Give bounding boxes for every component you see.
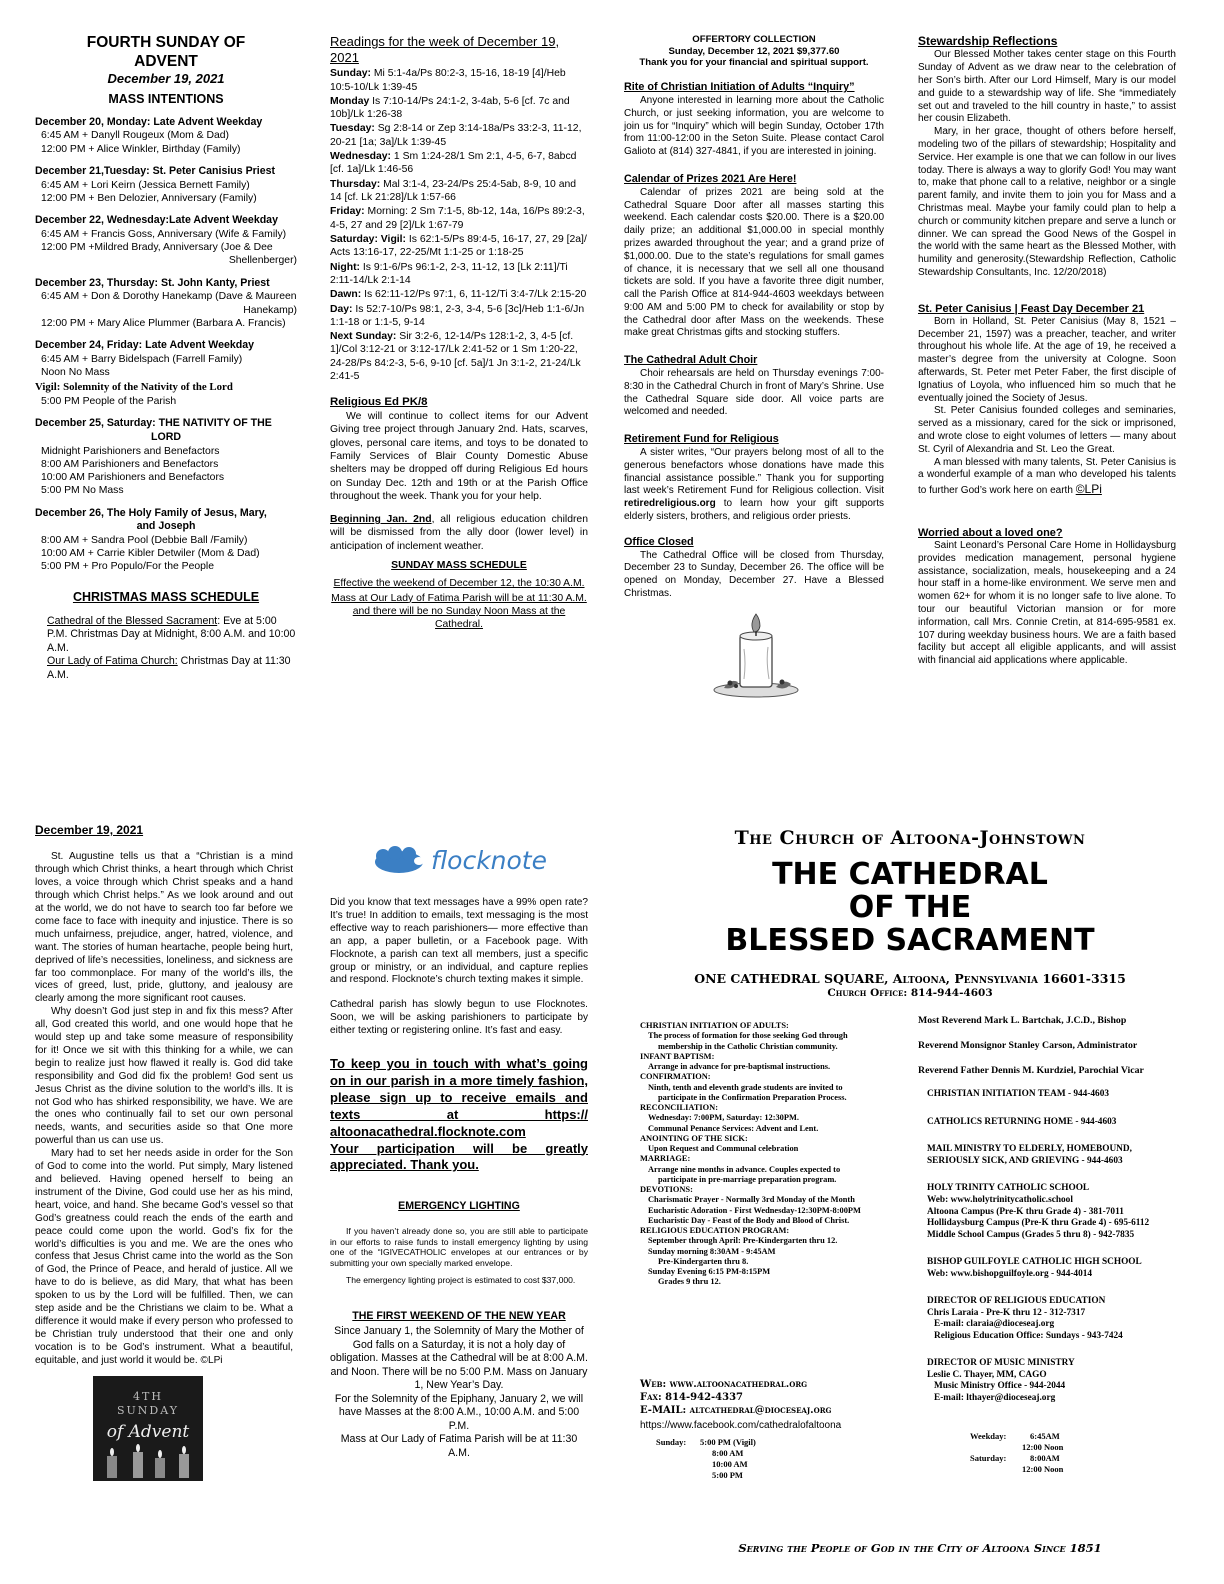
- flocknote-signup: To keep you in touch with what’s going on in our parish in a more timely fashion, please sign up to receive emails and texts at https:// altoonacathedral.flocknote.com: [330, 1056, 588, 1139]
- canisius-heading: St. Peter Canisius | Feast Day December 21: [918, 302, 1145, 315]
- reading-entry: [330, 150, 588, 177]
- reading-day: Saturday: Vigil:: [330, 233, 407, 245]
- clergy-line: CATHOLICS RETURNING HOME - 944-4603: [927, 1116, 1117, 1127]
- reading-day: Wednesday:: [330, 151, 392, 163]
- intention-day-heading: December 26, The Holy Family of Jesus, Mary,: [35, 506, 267, 519]
- directory-line: MARRIAGE:: [640, 1154, 691, 1164]
- intention-row: Hanekamp): [243, 304, 297, 316]
- office-closed-heading: Office Closed: [624, 535, 694, 548]
- directory-line: Grades 9 thru 12.: [658, 1277, 721, 1287]
- mass-time: 8:00AM: [1030, 1453, 1060, 1464]
- worried-heading: Worried about a loved one?: [918, 526, 1063, 539]
- directory-line: CONFIRMATION:: [640, 1072, 711, 1082]
- reading-citations: Morning: 2 Sm 7:1-5, 8b-12, 14a, 16/Ps 89:2-3, 4-5, 27 and 29 [2]/Lk 1:67-79: [330, 206, 585, 231]
- cover-masthead: [620, 826, 1200, 1001]
- advent-image: 4TH SUNDAY of Advent: [93, 1376, 203, 1481]
- directory-line: RECONCILIATION:: [640, 1103, 719, 1112]
- intention-row: 5:00 PM + Pro Populo/For the People: [41, 561, 214, 573]
- reading-day: Thursday:: [330, 178, 381, 190]
- intention-row: Midnight Parishioners and Benefactors: [41, 445, 220, 457]
- clergy-line: DIRECTOR OF RELIGIOUS EDUCATION: [927, 1296, 1106, 1307]
- fax: Fax: 814-942-4337: [640, 1391, 744, 1403]
- church-name: The Church of Altoona-Johnstown: [734, 827, 1086, 849]
- intention-day-heading: December 24, Friday: Late Advent Weekday: [35, 339, 255, 352]
- clergy-line: Web: www.bishopguilfoyle.org - 944-4014: [927, 1268, 1093, 1279]
- reading-citations: Is 62:11-12/Ps 97:1, 6, 11-12/Ti 3:4-7/Lk 2:15-20: [361, 289, 587, 301]
- intention-day-heading-cont: LORD: [150, 430, 181, 443]
- intention-row: 6:45 AM + Francis Goss, Anniversary (Wife & Family): [41, 228, 287, 240]
- christmas-schedule: Cathedral of the Blessed Sacrament: Eve at 5:00 P.M. Christmas Day at Midnight, 8:00 A.M. and 10:00 A.M. Our Lady of Fatima Church: Christmas Day at 11:30 A.M.: [47, 614, 296, 681]
- mass-time: 5:00 PM (Vigil): [700, 1437, 756, 1448]
- clergy-line: Reverend Father Dennis M. Kurdziel, Parochial Vicar: [918, 1065, 1144, 1077]
- intention-day-heading: December 20, Monday: Late Advent Weekday: [35, 115, 263, 128]
- reading-day: Friday:: [330, 206, 365, 218]
- clergy-line: Web: www.holytrinitycatholic.school: [927, 1195, 1073, 1205]
- reading-day: Day:: [330, 303, 353, 315]
- directory-line: Sunday morning 8:30AM - 9:45AM: [648, 1246, 776, 1256]
- mass-time: 6:45AM: [1030, 1431, 1060, 1441]
- stewardship-column: [918, 34, 1176, 668]
- intention-row: 6:45 AM + Barry Bidelspach (Farrell Family): [41, 353, 243, 365]
- intention-row: 10:00 AM Parishioners and Benefactors: [41, 472, 225, 484]
- intention-row: 6:45 AM + Lori Keirn (Jessica Bernett Family): [41, 179, 250, 191]
- intention-row: Shellenberger): [228, 255, 297, 267]
- clergy-directory: [918, 1015, 1193, 1404]
- clergy-line: Religious Education Office: Sundays - 943-7424: [934, 1330, 1123, 1341]
- new-year-heading: THE FIRST WEEKEND OF THE NEW YEAR: [352, 1309, 566, 1322]
- reading-citations: Sir 3:2-6, 12-14/Ps 128:1-2, 3, 4-5 [cf. 1]/Col 3:12-21 or 3:12-17/Lk 2:41-52 or 1 Sm 1:20-22, 24-28/Ps 84:2-3, 5-6, 9-10 [cf. 5a]/1 Jn 3:1-2, 21-24/Lk 2:41-5: [330, 331, 581, 383]
- sunday-mass-line2: Mass at Our Lady of Fatima Parish will be at 11:30 A.M. and there will be no Sunday Noon Mass at the Cathedral.: [331, 592, 587, 631]
- mass-time: 5:00 PM: [712, 1470, 743, 1481]
- reading-citations: Is 62:1-5/Ps 89:4-5, 16-17, 27, 29 [2a]/ Acts 13:16-17, 22-25/Mt 1:1-25 or 1:18-25: [330, 233, 587, 259]
- religious-ed-text: We will continue to collect items for our Advent Giving tree project through January 2nd. Hats, scarves, gloves, personal care items, and toys to be donated to Family Services of Blair County Domestic Abuse shelters may be dropped off during Religious Ed hours on Sunday Dec. 12th and 19th or at the Parish Office throughout the week. Thank you for your help.: [330, 410, 588, 502]
- directory-line: participate in the Confirmation Preparation Process.: [658, 1092, 847, 1102]
- clergy-line: MAIL MINISTRY TO ELDERLY, HOMEBOUND,: [927, 1144, 1132, 1155]
- church-office-phone: Church Office: 814-944-4603: [827, 987, 993, 1000]
- emergency-text-2: The emergency lighting project is estimated to cost $37,000.: [346, 1274, 576, 1285]
- reading-citations: 1 Sm 1:24-28/1 Sm 2:1, 4-5, 6-7, 8abcd [cf. 1a]/Lk 1:46-56: [330, 151, 577, 176]
- announcements-column: [624, 34, 884, 701]
- christmas-schedule-heading: CHRISTMAS MASS SCHEDULE: [72, 589, 260, 604]
- directory-line: Eucharistic Adoration - First Wednesday-12:30PM-8:00PM: [648, 1205, 861, 1215]
- clergy-line: Music Ministry Office - 944-2044: [934, 1381, 1066, 1392]
- calendar-heading: Calendar of Prizes 2021 Are Here!: [624, 172, 797, 185]
- reading-entry: [330, 122, 588, 149]
- directory-line: Arrange in advance for pre-baptismal instructions.: [648, 1062, 831, 1071]
- sunday-mass-times: Sunday: 5:00 PM (Vigil) 8:00 AM 10:00 AM 5:00 PM: [656, 1437, 756, 1481]
- reflection-p3: Mary had to set her needs aside in order for the Son of God to come into the world. Put simply, Mary listened and believed. Having opened herself to being an instrument of the Divine, God could use her as his mind, heart, voice, and hand. She became God’s vessel so that God’s greatness could reach the ends of the earth and peace could come upon the world. God’s fix for the world’s difficulties is you and me. We are the ones who confess that Jesus Christ came into the world as the Son of God, the Prince of Peace, and herald of justice. All we have to do is believe, as did Mary, that what has been spoken to us by the Lord will be fulfilled. Then, we can step aside and be the Christians we claim to be. What a difference it would make if every person who professed to be Christian truly understood that their one and only vocation is to be God’s instrument. What a beautiful, equitable, and just world it would be. ©LPi: [35, 1148, 293, 1366]
- reading-day: Sunday:: [330, 68, 371, 80]
- reading-day: Tuesday:: [330, 123, 375, 135]
- reading-citations: Mi 5:1-4a/Ps 80:2-3, 15-16, 18-19 [4]/Heb 10:5-10/Lk 1:39-45: [330, 68, 566, 93]
- directory-line: Wednesday: 7:00PM, Saturday: 12:30PM.: [648, 1113, 799, 1123]
- retirement-heading: Retirement Fund for Religious: [624, 433, 779, 446]
- intention-day-heading: Vigil: Solemnity of the Nativity of the Lord: [35, 381, 233, 394]
- directory-line: CHRISTIAN INITIATION OF ADULTS:: [640, 1021, 789, 1030]
- clergy-line: Hollidaysburg Campus (Pre-K thru Grade 4) - 695-6112: [927, 1218, 1150, 1229]
- directory-line: Eucharistic Day - Feast of the Body and Blood of Christ.: [648, 1215, 850, 1225]
- calendar-text: Calendar of prizes 2021 are being sold at the Cathedral Square Door after all masses starting this weekend. Each calendar costs $20.00. There is a $20.00 daily prize; an additional $1,000.00 in special monthly prizes awarded throughout the year; and a grand prize of $1,000.00. Due to the state’s regulations for small games of chance, it is necessary that we sell all one thousand tickets are sold. If you have a favorite three digit number, call the Parish Office at 814-944-4603 weekdays between 9:00 AM and 5:00 PM to check for availability or stop by the Cathedral door after Mass on the weekends. These make great Christmas gifts and stocking stuffers.: [624, 186, 884, 339]
- reading-entry: [330, 330, 588, 383]
- intention-row: 12:00 PM + Ben Delozier, Anniversary (Family): [41, 192, 257, 204]
- intention-row: 12:00 PM + Mary Alice Plummer (Barbara A. Francis): [41, 317, 286, 329]
- flocknote-p2: Cathedral parish has slowly begun to use Flocknotes. Soon, we will be asking parishioners to participate by either texting or registering online. It’s fast and easy.: [330, 999, 588, 1037]
- new-year-text-2: For the Solemnity of the Epiphany, January 2, we will have Masses at the 8:00 A.M., 10:00 A.M. and 5:00 P.M.: [334, 1392, 584, 1432]
- cathedral-title: THE CATHEDRAL OF THE BLESSED SACRAMENT: [725, 857, 1095, 959]
- facebook-link[interactable]: https://www.facebook.com/cathedralofaltoona: [640, 1420, 842, 1432]
- flocknote-p1: Did you know that text messages have a 99% open rate? It’s true! In addition to emails, text messaging is the most effective way to reach parishioners— more effective than an app, a paper bulletin, or a Facebook page. With Flocknote, a parish can text all members, just a specific group or ministry, or an individual, and capture replies and respond. Flocknote’s church texting makes it simple.: [330, 897, 588, 986]
- clergy-line: CHRISTIAN INITIATION TEAM - 944-4603: [927, 1089, 1110, 1100]
- reflection-p1: St. Augustine tells us that a “Christian is a mind through which Christ thinks, a heart through which Christ loves, a voice through which Christ speaks and a hand through which Christ helps.” As we look around and out at the world, we do not have to search too far before we come face to face with inequity and injustice. There is so much unfairness, prejudice, anger, hatred, violence, and want. The stories of human heartache, people being hurt, deprived of life’s necessities, loneliness, and sickness are far too commonplace. For many of the world’s ills, the vices of greed, lust, pride, gluttony, and jealousy are clearly among the more significant root causes.: [35, 851, 293, 1005]
- directory-line: membership in the Catholic Christian community.: [658, 1041, 838, 1051]
- footer-motto: Serving the People of God in the City of Altoona Since 1851: [738, 1541, 1102, 1555]
- reading-entry: [330, 261, 588, 288]
- clergy-line: HOLY TRINITY CATHOLIC SCHOOL: [927, 1183, 1090, 1194]
- clergy-line: Leslie C. Thayer, MM, CAGO: [927, 1369, 1047, 1380]
- reading-citations: Is 7:10-14/Ps 24:1-2, 3-4ab, 5-6 [cf. 7c and 10b]/Lk 1:26-38: [330, 95, 570, 121]
- emergency-text-1: If you haven’t already done so, you are still able to participate in our efforts to raise funds to install emergency lighting by using one of the “IGIVECATHOLIC envelopes at our entrances or by submitting your own specially marked envelope.: [330, 1225, 588, 1269]
- stewardship-heading: Stewardship Reflections: [918, 34, 1058, 48]
- directory-line: DEVOTIONS:: [640, 1185, 693, 1194]
- reading-citations: Mal 3:1-4, 23-24/Ps 25:4-5ab, 8-9, 10 and 14 [cf. Lk 21:28]/Lk 1:57-66: [330, 178, 577, 203]
- sacraments-directory: [640, 1021, 910, 1288]
- reflection-column: [35, 823, 293, 1481]
- intention-day-heading-cont: and Joseph: [136, 520, 196, 533]
- directory-line: ANOINTING OF THE SICK:: [640, 1133, 748, 1143]
- reading-entry: [330, 67, 588, 94]
- reading-day: Dawn:: [330, 289, 362, 301]
- new-year-text-1: Since January 1, the Solemnity of Mary the Mother of God falls on a Saturday, it is not a holy day of obligation. Masses at the Cathedral will be at 8:00 A.M. and Noon. There will be no 5:00 P.M. Mass on January 1, New Year’s Day.: [330, 1325, 588, 1392]
- choir-heading: The Cathedral Adult Choir: [624, 354, 758, 367]
- clergy-line: Middle School Campus (Grades 5 thru 8) - 942-7835: [927, 1229, 1135, 1240]
- contact-info: [640, 1379, 910, 1481]
- canisius-text-3: A man blessed with many talents, St. Peter Canisius is a wonderful example of a man who developed his talents to further God’s work here on earth ©LPi: [918, 456, 1176, 497]
- website[interactable]: Web: www.altoonacathedral.org: [640, 1379, 808, 1390]
- reading-entry: [330, 303, 588, 330]
- flocknote-logo: flocknote: [330, 843, 588, 879]
- directory-line: Charismatic Prayer - Normally 3rd Monday of the Month: [648, 1195, 855, 1205]
- cathedral-address: ONE CATHEDRAL SQUARE, Altoona, Pennsylvania 16601-3315: [694, 971, 1126, 987]
- rcia-heading: Rite of Christian Initiation of Adults “Inquiry”: [624, 81, 855, 94]
- intention-row: 12:00 PM + Alice Winkler, Birthday (Family): [41, 143, 241, 155]
- stewardship-text-1: Our Blessed Mother takes center stage on this Fourth Sunday of Advent as we draw near to the celebration of her Son’s birth. After our Lord Himself, Mary is our model and guide to a stewardship way of life. She “immediately set out and traveled to the hill country in haste,” to assist her cousin Elizabeth.: [918, 49, 1176, 125]
- directory-line: INFANT BAPTISM:: [640, 1051, 715, 1061]
- reading-entry: [330, 95, 588, 122]
- mass-intentions-column: [35, 34, 297, 683]
- directory-line: Ninth, tenth and eleventh grade students are invited to: [648, 1082, 843, 1092]
- flocknote-column: [330, 843, 588, 1461]
- email[interactable]: E-MAIL: altcathedral@dioceseaj.org: [640, 1404, 832, 1416]
- intention-row: 8:00 AM + Sandra Pool (Debbie Ball /Family): [41, 534, 248, 546]
- emergency-heading: EMERGENCY LIGHTING: [398, 1200, 520, 1213]
- clergy-line: Altoona Campus (Pre-K thru Grade 4) - 381-7011: [927, 1206, 1124, 1217]
- intention-day-heading: December 23, Thursday: St. John Kanty, Priest: [35, 276, 270, 289]
- sunday-mass-heading: SUNDAY MASS SCHEDULE: [391, 560, 527, 572]
- canisius-text-2: St. Peter Canisius founded colleges and seminaries, served as a missionary, cared for the sick or imprisoned, and wrote close to eight volumes of letters — many about St. Cyril of Alexandria and St. Leo the Great.: [918, 405, 1176, 455]
- new-year-text-3: Mass at Our Lady of Fatima Parish will be at 11:30 A.M.: [340, 1433, 578, 1459]
- candles-icon: [93, 1444, 203, 1481]
- intention-row: 5:00 PM No Mass: [41, 485, 124, 497]
- sheep-icon: [371, 846, 427, 876]
- directory-line: Sunday Evening 6:15 PM-8:15PM: [648, 1267, 771, 1276]
- clergy-line: Chris Laraia - Pre-K thru 12 - 312-7317: [927, 1307, 1086, 1318]
- mass-intentions-list: [35, 116, 297, 574]
- readings-list: [330, 67, 588, 383]
- rcia-text: Anyone interested in learning more about the Catholic Church, or just seeking information, you are welcome to join us for “Inquiry” which will begin Sunday, October 17th from 11:00-12:00 in the Seton Suite. Please contact Carol Galioto at (814) 327-4841, if you are interested in joining.: [624, 94, 884, 158]
- clergy-line: BISHOP GUILFOYLE CATHOLIC HIGH SCHOOL: [927, 1257, 1142, 1268]
- intention-row: 6:45 AM + Don & Dorothy Hanekamp (Dave & Maureen: [41, 291, 297, 303]
- reading-day: Monday: [330, 95, 370, 107]
- intention-row: 5:00 PM People of the Parish: [41, 396, 177, 408]
- intention-day-heading: December 21,Tuesday: St. Peter Canisius Priest: [35, 164, 276, 177]
- directory-line: September through April: Pre-Kindergarten thru 12.: [648, 1236, 838, 1246]
- flocknote-thanks: Your participation will be greatly appreciated. Thank you.: [330, 1140, 588, 1173]
- clergy-line: DIRECTOR OF MUSIC MINISTRY: [927, 1358, 1075, 1369]
- clergy-line: Reverend Monsignor Stanley Carson, Administrator: [918, 1040, 1138, 1052]
- directory-line: Communal Penance Services: Advent and Lent.: [648, 1123, 819, 1133]
- directory-line: Pre-Kindergarten thru 8.: [658, 1256, 749, 1266]
- clergy-line: Most Reverend Mark L. Bartchak, J.C.D., Bishop: [918, 1015, 1127, 1026]
- reflection-p2: Why doesn’t God just step in and fix this mess? After all, God created this world, and one would hope that he would step up and take some measure of responsibility for it! Once we sit with this thinking for a while, we can begin to realize just how flawed it really is. God did take responsibility and God did fix the problem! God sent us Jesus Christ as the divine solution to the world’s ills. It is not God who has shirked responsibility, we have. We are the ones who continually fail to set our own personal needs, wants, and securities aside so that One more powerful than us can use us.: [35, 1006, 293, 1147]
- offertory-box: OFFERTORY COLLECTION Sunday, December 12, 2021 $9,377.60 Thank you for your financial and spiritual support.: [639, 34, 869, 69]
- clergy-line: SERIOUSLY SICK, AND GRIEVING - 944-4603: [927, 1155, 1123, 1166]
- office-closed-text: The Cathedral Office will be closed from Thursday, December 23 to Sunday, December 26. The office will be opened on Monday, December 27. Have a Blessed Christmas.: [624, 549, 884, 600]
- reflection-date: December 19, 2021: [35, 823, 144, 837]
- intention-row: 6:45 AM + Danyll Rougeux (Mom & Dad): [41, 130, 229, 142]
- mass-intentions-heading: MASS INTENTIONS: [108, 91, 224, 106]
- clergy-line: E-mail: lthayer@dioceseaj.org: [934, 1392, 1056, 1403]
- reading-citations: Is 9:1-6/Ps 96:1-2, 2-3, 11-12, 13 [Lk 2:11]/Ti 2:11-14/Lk 2:1-14: [330, 261, 568, 286]
- religious-ed-heading: Religious Ed PK/8: [330, 396, 428, 409]
- reading-entry: [330, 233, 588, 260]
- directory-line: The process of formation for those seeking God through: [648, 1031, 848, 1041]
- reading-citations: Sg 2:8-14 or Zep 3:14-18a/Ps 33:2-3, 11-12, 20-21 [1a; 3a]/Lk 1:39-45: [330, 123, 582, 148]
- directory-line: Upon Request and Communal celebration: [648, 1144, 799, 1153]
- retirement-text: A sister writes, “Our prayers belong most of all to the generous benefactors whose donations have made this financial assistance possible.” Thank you for supporting last week’s Retirement Fund for Religious collection. Visit retiredreligious.org to learn how your gift supports elderly sisters, brothers, and religious order priests.: [624, 447, 884, 523]
- mass-time: 12:00 Noon: [1022, 1442, 1064, 1453]
- intention-row: 8:00 AM Parishioners and Benefactors: [41, 458, 219, 470]
- beginning-jan-text: Beginning Jan. 2nd, all religious education children will be dismissed from the ally door (lower level) in anticipation of inclement weather.: [330, 514, 588, 552]
- mass-time: 10:00 AM: [712, 1459, 748, 1470]
- sunday-mass-line1: Effective the weekend of December 12, the 10:30 A.M.: [333, 578, 585, 590]
- reading-citations: Is 52:7-10/Ps 98:1, 2-3, 3-4, 5-6 [3c]/Heb 1:1-6/Jn 1:1-18 or 1:1-5, 9-14: [330, 303, 585, 328]
- intention-row: 10:00 AM + Carrie Kibler Detwiler (Mom & Dad): [41, 548, 260, 560]
- worried-text: Saint Leonard’s Personal Care Home in Hollidaysburg provides medication management, personal hygiene assistance, socialization, meals, housekeeping and a 24 hour staff in a home-like environment. We serve men and women 62+ for whom it is no longer safe to live alone. To tour our beautiful Victorian mansion or for more information, call Mrs. Connie Cretin, at 814-695-9581 ex. 107 during weekday business hours. We are a faith based facility but accept all eligible applicants, and will assist with financial aid applications where applicable.: [918, 540, 1176, 667]
- directory-line: RELIGIOUS EDUCATION PROGRAM:: [640, 1226, 790, 1235]
- intention-day-heading: December 25, Saturday: THE NATIVITY OF THE: [35, 417, 272, 430]
- reading-day: Night:: [330, 261, 361, 273]
- readings-heading: Readings for the week of December 19, 2021: [330, 34, 560, 65]
- stewardship-text-2: Mary, in her grace, thought of others before herself, modeling two of the pillars of stewardship; Hospitality and Service. Her example is one that we can follow in our lives today. There is always a way to glorify God! You may want to, make that phone call to a relative, neighbor or a single parent family, and invite them to join you for Mass and a Christmas meal. Maybe your family could plan to help a church or community kitchen prepare and serve a lunch or dinner. We can spread the Good News of the Gospel in the world with the same heart as the Blessed Mother, with humility and generosity.(Stewardship Reflection, Catholic Stewardship Consultants, Inc. 12/20/2018): [918, 126, 1176, 278]
- mass-time: 8:00 AM: [712, 1448, 744, 1459]
- readings-column: [330, 34, 588, 633]
- reading-day: Next Sunday:: [330, 331, 397, 343]
- candle-illustration: [706, 609, 806, 701]
- page-title: FOURTH SUNDAY OF ADVENT: [86, 34, 246, 70]
- reading-entry: [330, 288, 588, 301]
- directory-line: Arrange nine months in advance. Couples expected to: [648, 1164, 841, 1174]
- canisius-text-1: Born in Holland, St. Peter Canisius (May 8, 1521 – December 21, 1597) was a preacher, teacher, and writer throughout his whole life. At the age of 19, he received a master’s degree from the university at Cologne. Soon afterwards, St. Peter met Peter Faber, the first disciple of Ignatius of Loyola, who influenced him so much that he eventually joined the Society of Jesus.: [918, 315, 1176, 404]
- directory-line: participate in pre-marriage preparation program.: [658, 1174, 837, 1184]
- reading-entry: [330, 178, 588, 205]
- mass-time: 12:00 Noon: [1022, 1464, 1064, 1475]
- intention-row: Noon No Mass: [41, 366, 110, 378]
- weekday-mass-times: Weekday: 6:45AM 12:00 Noon Saturday: 8:00AM 12:00 Noon: [970, 1431, 1064, 1475]
- intention-row: 12:00 PM +Mildred Brady, Anniversary (Joe & Dee: [41, 242, 273, 254]
- intention-day-heading: December 22, Wednesday:Late Advent Weekday: [35, 214, 278, 227]
- clergy-line: E-mail: claraia@dioceseaj.org: [934, 1319, 1055, 1330]
- reading-entry: [330, 205, 588, 232]
- bulletin-date: December 19, 2021: [107, 71, 225, 87]
- choir-text: Choir rehearsals are held on Thursday evenings 7:00-8:30 in the Cathedral Church in front of Mary’s Shrine. Use the Cathedral Square side door. All voice parts are welcomed and needed.: [624, 368, 884, 418]
